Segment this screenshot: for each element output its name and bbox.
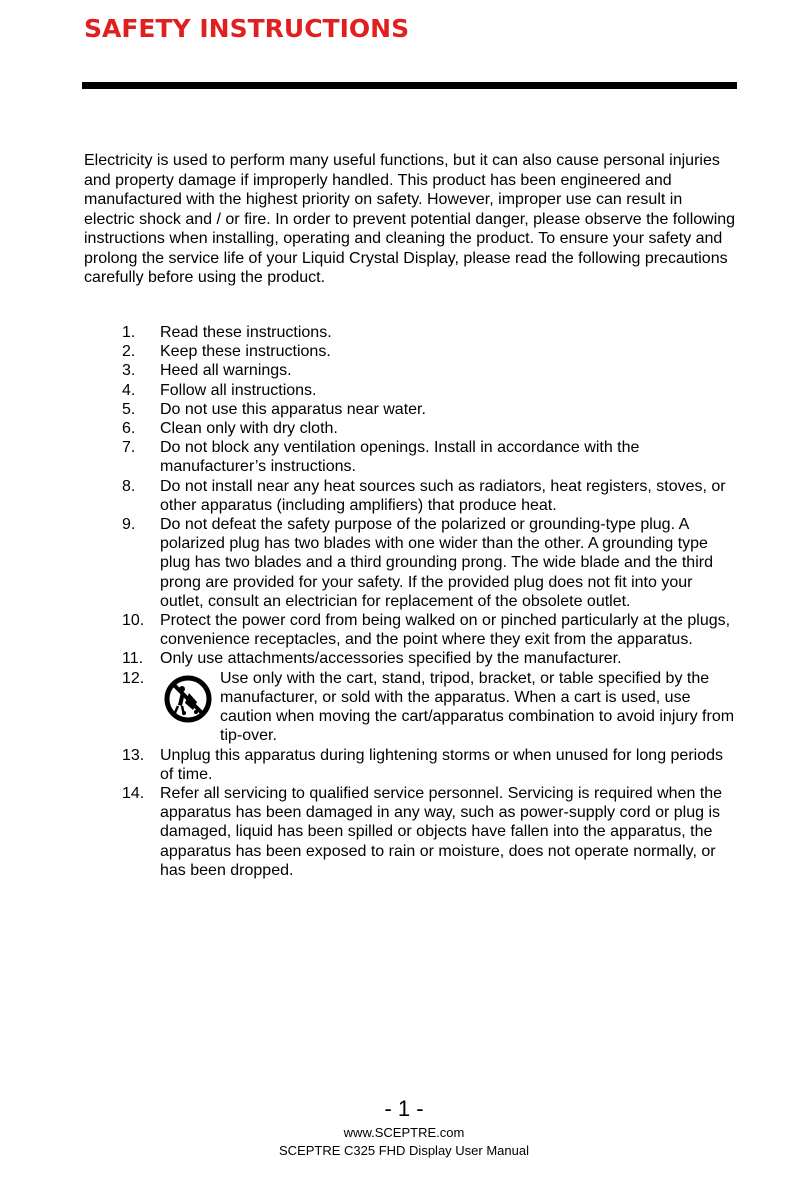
- list-item: [84, 611, 736, 649]
- list-item: [84, 419, 736, 438]
- manual-title: SCEPTRE C325 FHD Display User Manual: [279, 1143, 529, 1158]
- item-text: Do not install near any heat sources such as radiators, heat registers, stoves, or other apparatus (including amplifiers) that produce heat.: [160, 477, 726, 514]
- item-text: Refer all servicing to qualified service personnel. Servicing is required when the apparatus has been damaged in any way, such as power-supply cord or plug is damaged, liquid has been spilled or objects have fallen into the apparatus, the apparatus has been exposed to rain or moisture, does not operate normally, or has been dropped.: [160, 785, 723, 879]
- page-title: SAFETY INSTRUCTIONS: [84, 14, 410, 43]
- item-text: Read these instructions.: [160, 324, 332, 341]
- item-text: Use only with the cart, stand, tripod, bracket, or table specified by the manufacturer, or sold with the apparatus. When a cart is used, use caution when moving the cart/apparatus combination to avoid injury from tip-over.: [220, 669, 735, 745]
- item-number: 8.: [122, 477, 136, 495]
- item-text: Heed all warnings.: [160, 362, 292, 380]
- item-number: 4.: [122, 381, 136, 399]
- list-item: [84, 381, 736, 400]
- item-number: 14.: [122, 785, 145, 803]
- item-text: Unplug this apparatus during lightening storms or when unused for long periods of time.: [160, 746, 724, 783]
- cart-tip-over-warning-icon: [160, 673, 216, 729]
- title-divider: [82, 82, 737, 89]
- website-link: www.SCEPTRE.com: [343, 1125, 465, 1140]
- list-item: [84, 323, 736, 342]
- item-number: 9.: [122, 516, 136, 534]
- safety-instructions-list: [84, 323, 736, 880]
- item-text: Do not defeat the safety purpose of the polarized or grounding-type plug. A polarized plug has two blades with one wider than the other. A grounding type plug has two blades and a third grounding prong. The wide blade and the third prong are provided for your safety. If the provided plug does not fit into your outlet, consult an electrician for replacement of the obsolete outlet.: [160, 516, 713, 610]
- item-number: 6.: [122, 420, 136, 438]
- list-item: [84, 477, 736, 515]
- list-item: [84, 746, 736, 784]
- list-item: [84, 361, 736, 380]
- list-item: [84, 649, 736, 668]
- list-item: [84, 669, 736, 746]
- item-number: 13.: [122, 746, 145, 764]
- item-text: Protect the power cord from being walked on or pinched particularly at the plugs, convenience receptacles, and the point where they exit from the apparatus.: [160, 612, 731, 649]
- item-text: Only use attachments/accessories specified by the manufacturer.: [160, 650, 622, 668]
- item-text: Keep these instructions.: [160, 343, 331, 361]
- item-number: 3.: [122, 362, 136, 380]
- item-number: 5.: [122, 400, 136, 418]
- list-item: [84, 438, 736, 476]
- item-number: 11.: [122, 650, 144, 668]
- list-item: [84, 784, 736, 880]
- item-number: 12.: [122, 669, 145, 687]
- item-text: Clean only with dry cloth.: [160, 420, 338, 438]
- item-text: Do not block any ventilation openings. Install in accordance with the manufacturer’s instructions.: [160, 439, 640, 476]
- list-item: [84, 515, 736, 611]
- item-number: 10.: [122, 612, 145, 630]
- page-number: - 1 -: [384, 1096, 424, 1121]
- list-item: [84, 342, 736, 361]
- intro-paragraph: Electricity is used to perform many useful functions, but it can also cause personal injuries and property damage if improperly handled. This product has been engineered and manufactured with the highest priority on safety. However, improper use can result in electric shock and / or fire. In order to prevent potential danger, please observe the following instructions when installing, operating and cleaning the product. To ensure your safety and prolong the service life of your Liquid Crystal Display, please read the following precautions carefully before using the product.: [84, 152, 736, 286]
- item-text: Follow all instructions.: [160, 381, 317, 399]
- item-number: 7.: [122, 439, 136, 457]
- item-text: Do not use this apparatus near water.: [160, 400, 426, 418]
- item-number: 2.: [122, 343, 136, 361]
- item-number: 1.: [122, 324, 136, 341]
- list-item: [84, 400, 736, 419]
